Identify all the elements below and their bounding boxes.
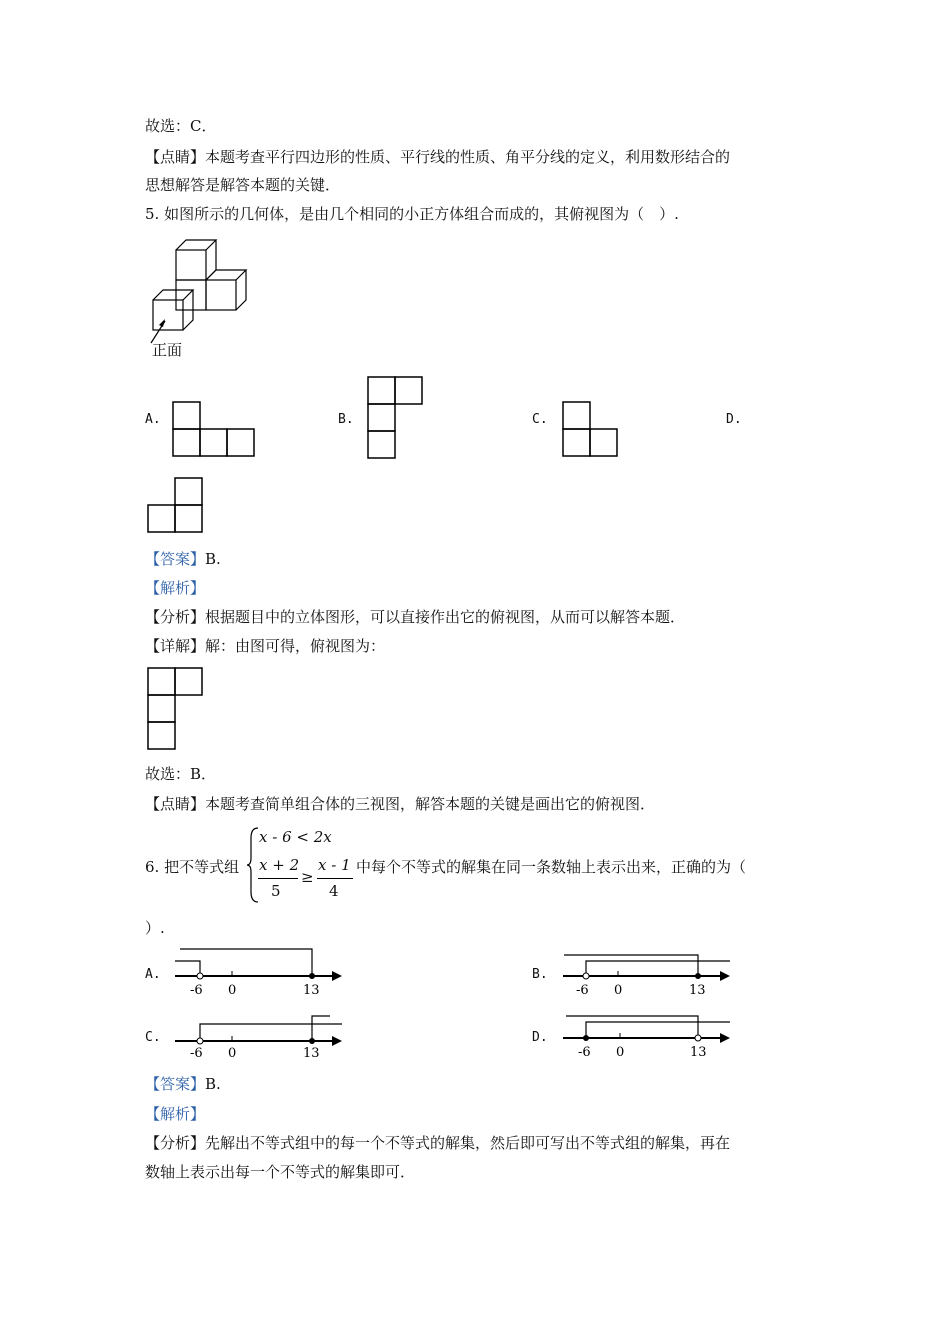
conclusion-b: 故选：B． [145, 765, 217, 783]
option-5a-figure [172, 400, 258, 460]
comment-line-2: 思想解答是解答本题的关键． [145, 176, 341, 194]
option-5b-label: B. [338, 412, 354, 427]
question-6-close: ）. [145, 919, 165, 937]
option-6b-label: B. [532, 967, 548, 982]
analysis-tag-6: 【解析】 [145, 1105, 206, 1123]
tick-label-13: 13 [303, 983, 320, 998]
detail-5: 【详解】解：由图可得，俯视图为： [145, 637, 386, 655]
question-6-prefix: 6. 把不等式组 [145, 858, 240, 876]
tick-label-neg6: -6 [578, 1045, 591, 1060]
answer-6 [145, 1074, 221, 1094]
answer-value: B. [205, 1075, 221, 1093]
tick-label-0: 0 [614, 983, 623, 998]
option-6d-label: D. [532, 1030, 548, 1045]
frac-right-numerator: x - 1 [318, 856, 351, 874]
option-5c-label: C. [532, 412, 548, 427]
inequality-first: x - 6 < 2x [259, 828, 332, 846]
analysis-6-line-2: 数轴上表示出每一个不等式的解集即可． [145, 1163, 416, 1181]
answer-value: B. [205, 550, 221, 568]
frac-left-bar [258, 878, 298, 879]
frac-left-numerator: x + 2 [259, 856, 300, 874]
option-5a-label: A. [145, 412, 161, 427]
frac-right-bar [317, 878, 353, 879]
answer-tag: 【答案】 [145, 550, 206, 568]
tick-label-13: 13 [689, 983, 706, 998]
tick-label-neg6: -6 [190, 983, 203, 998]
option-6c-label: C. [145, 1030, 161, 1045]
answer-5 [145, 549, 221, 569]
system-brace [246, 826, 260, 904]
tick-label-0: 0 [228, 1046, 237, 1061]
question-6-suffix: 中每个不等式的解集在同一条数轴上表示出来，正确的为（ [356, 858, 747, 876]
question-5: 5. 如图所示的几何体，是由几个相同的小正方体组合而成的，其俯视图为（ ）. [145, 205, 679, 223]
geq-sign: ≥ [301, 868, 314, 886]
option-5b-figure [366, 375, 426, 460]
tick-label-neg6: -6 [576, 983, 589, 998]
tick-label-13: 13 [690, 1045, 707, 1060]
option-5d-figure [146, 476, 208, 536]
option-5c-figure [561, 400, 623, 460]
analysis-tag-5: 【解析】 [145, 579, 206, 597]
option-6c-numberline [170, 1010, 350, 1065]
tick-label-neg6: -6 [190, 1046, 203, 1061]
conclusion-c: 故选：C． [145, 117, 217, 135]
tick-label-0: 0 [616, 1045, 625, 1060]
frac-left-denominator: 5 [271, 882, 281, 900]
tick-label-13: 13 [303, 1046, 320, 1061]
option-6a-numberline [170, 945, 350, 1000]
frac-right-denominator: 4 [329, 882, 339, 900]
tick-label-0: 0 [228, 983, 237, 998]
front-label: 正面 [152, 341, 183, 359]
option-5d-label: D. [726, 412, 742, 427]
analysis-6-line-1: 【分析】先解出不等式组中的每一个不等式的解集，然后即可写出不等式组的解集，再在 [145, 1134, 731, 1152]
option-6b-numberline [558, 945, 738, 1000]
comment-line-1: 【点睛】本题考查平行四边形的性质、平行线的性质、角平分线的定义，利用数形结合的 [145, 148, 731, 166]
option-6a-label: A. [145, 967, 161, 982]
option-6d-numberline [558, 1010, 738, 1065]
top-view-answer-figure [146, 666, 208, 752]
answer-tag: 【答案】 [145, 1075, 206, 1093]
analysis-5: 【分析】根据题目中的立体图形，可以直接作出它的俯视图，从而可以解答本题． [145, 608, 686, 626]
comment-5: 【点睛】本题考查简单组合体的三视图，解答本题的关键是画出它的俯视图． [145, 795, 656, 813]
